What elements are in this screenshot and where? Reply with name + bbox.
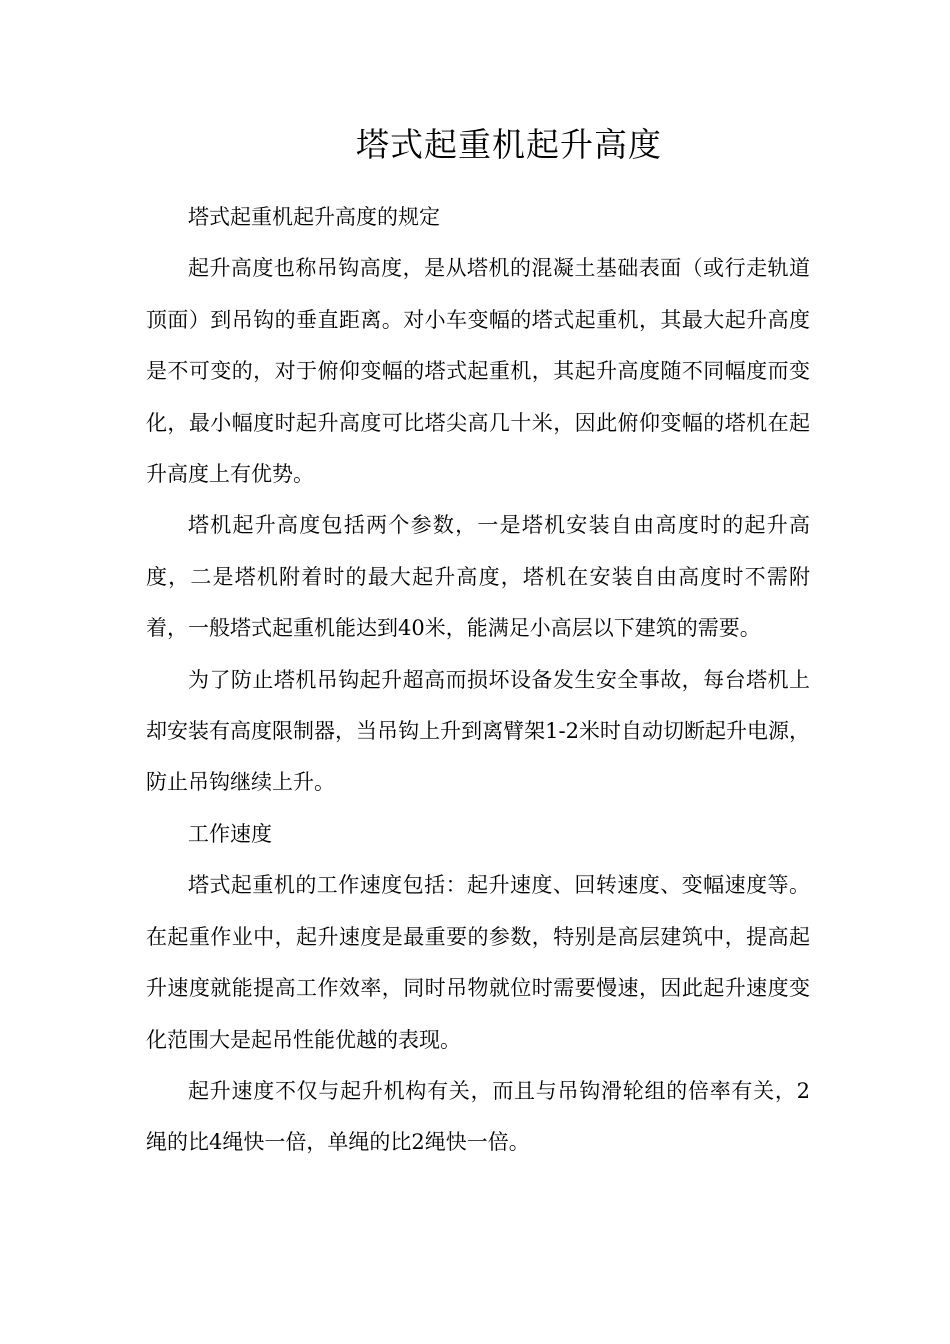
paragraph-height-limiter: 为了防止塔机吊钩起升超高而损坏设备发生安全事故，每台塔机上却安装有高度限制器，当吊钩上升到离臂架1-2米时自动切断起升电源，防止吊钩继续上升。 xyxy=(146,667,810,795)
paragraph-height-parameters: 塔机起升高度包括两个参数，一是塔机安装自由高度时的起升高度，二是塔机附着时的最大起升高度，塔机在安装自由高度时不需附着，一般塔式起重机能达到40米，能满足小高层以下建筑的需要。 xyxy=(146,513,810,641)
paragraph-hook-height-definition: 起升高度也称吊钩高度，是从塔机的混凝土基础表面（或行走轨道顶面）到吊钩的垂直距离。对小车变幅的塔式起重机，其最大起升高度是不可变的，对于俯仰变幅的塔式起重机，其起升高度随不同幅度而变化，最小幅度时起升高度可比塔尖高几十米，因此俯仰变幅的塔机在起升高度上有优势。 xyxy=(146,256,810,487)
section-heading-working-speed: 工作速度 xyxy=(188,821,272,846)
paragraph-working-speed: 塔式起重机的工作速度包括：起升速度、回转速度、变幅速度等。在起重作业中，起升速度是最重要的参数，特别是高层建筑中，提高起升速度就能提高工作效率，同时吊物就位时需要慢速，因此起升速度变化范围大是起吊性能优越的表现。 xyxy=(146,873,810,1052)
document-body xyxy=(146,192,810,1169)
paragraph-hoisting-speed-ratio: 起升速度不仅与起升机构有关，而且与吊钩滑轮组的倍率有关，2绳的比4绳快一倍，单绳的比2绳快一倍。 xyxy=(146,1078,810,1155)
document-title: 塔式起重机起升高度 xyxy=(356,125,662,164)
section-heading-height-rules: 塔式起重机起升高度的规定 xyxy=(188,205,440,229)
